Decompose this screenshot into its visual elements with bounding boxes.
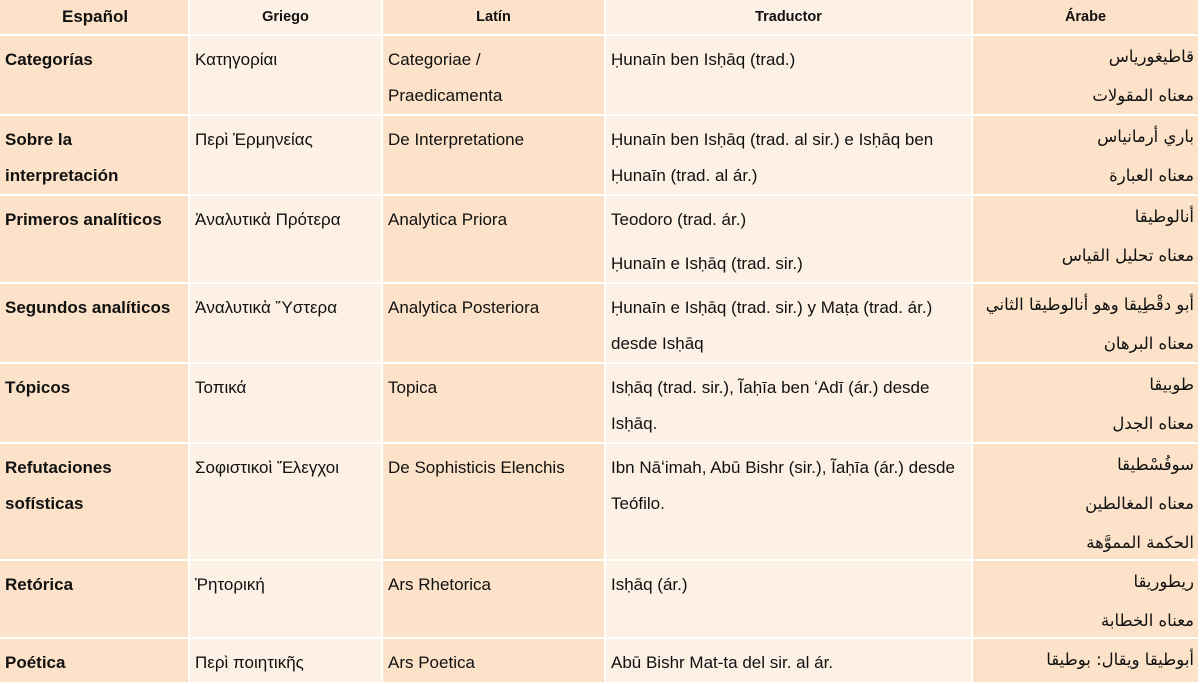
arabe-line: معناه المغالطين [1085, 494, 1194, 513]
cell-griego: Σοφιστικοὶ Ἔλεγχοι [190, 444, 383, 561]
cell-espanol: Poética [0, 639, 190, 684]
cell-arabe [973, 364, 1200, 444]
cell-latin: Topica [383, 364, 606, 444]
cell-traductor [606, 561, 973, 639]
arabe-line: أبو دقْطِيقا وهو أنالوطيقا الثاني [985, 295, 1194, 314]
cell-latin: Analytica Priora [383, 196, 606, 284]
cell-espanol: Categorías [0, 36, 190, 116]
cell-latin: Ars Poetica [383, 639, 606, 684]
table-row [0, 639, 1200, 684]
arabe-line: أنالوطيقا [1134, 207, 1194, 226]
header-arabe: Árabe [973, 0, 1200, 36]
arabe-line: معناه تحليل القياس [1061, 246, 1194, 265]
arabe-line: قاطيغورياس [1108, 47, 1194, 66]
cell-traductor [606, 284, 973, 364]
arabe-line: معناه المقولات [1092, 86, 1194, 105]
cell-arabe [973, 284, 1200, 364]
cell-griego: Τοπικά [190, 364, 383, 444]
table-row [0, 444, 1200, 561]
cell-latin: De Interpretatione [383, 116, 606, 196]
table-row [0, 364, 1200, 444]
arabe-line: ريطوريقا [1133, 572, 1194, 591]
arabe-line: معناه العبارة [1109, 166, 1194, 185]
traductor-line: Ḥunaīn ben Isḥāq (trad.) [611, 50, 796, 69]
cell-griego: Ῥητορική [190, 561, 383, 639]
cell-latin: Analytica Posteriora [383, 284, 606, 364]
cell-griego: Κατηγορίαι [190, 36, 383, 116]
cell-traductor [606, 196, 973, 284]
table-row [0, 36, 1200, 116]
cell-griego: Ἀναλυτικὰ Ὕστερα [190, 284, 383, 364]
cell-arabe [973, 116, 1200, 196]
cell-traductor [606, 444, 973, 561]
header-traductor: Traductor [606, 0, 973, 36]
header-row [0, 0, 1200, 36]
cell-traductor [606, 364, 973, 444]
table-row [0, 196, 1200, 284]
cell-espanol: Sobre la interpretación [0, 116, 190, 196]
cell-espanol: Tópicos [0, 364, 190, 444]
arabe-line: أبوطيقا ويقال: بوطيقا [1046, 650, 1194, 669]
traductor-line: Ḥunaīn ben Isḥāq (trad. al sir.) e Isḥāq ben Ḥunaīn (trad. al ár.) [611, 130, 934, 185]
cell-arabe [973, 196, 1200, 284]
arabe-line: طوبيقا [1149, 375, 1194, 394]
cell-traductor [606, 36, 973, 116]
cell-griego: Περὶ ποιητικῆς [190, 639, 383, 684]
traductor-line: Teodoro (trad. ár.) [611, 210, 747, 229]
cell-griego: Ἀναλυτικὰ Πρότερα [190, 196, 383, 284]
cell-arabe [973, 444, 1200, 561]
arabe-line: معناه البرهان [1103, 334, 1194, 353]
table-row [0, 284, 1200, 364]
cell-traductor [606, 116, 973, 196]
cell-arabe [973, 561, 1200, 639]
cell-espanol: Primeros analíticos [0, 196, 190, 284]
header-latin: Latín [383, 0, 606, 36]
table-row [0, 561, 1200, 639]
cell-latin: Ars Rhetorica [383, 561, 606, 639]
traductor-line: Ibn Nāʻimah, Abū Bishr (sir.), Ĩaḥīa (ár.) desde Teófilo. [611, 458, 955, 513]
cell-espanol: Retórica [0, 561, 190, 639]
traductor-line: Ḥunaīn e Isḥāq (trad. sir.) y Maṭa (trad. ár.) desde Isḥāq [611, 298, 933, 353]
cell-espanol: Refutaciones sofísticas [0, 444, 190, 561]
cell-arabe [973, 639, 1200, 684]
cell-espanol: Segundos analíticos [0, 284, 190, 364]
arabe-line: باري أرمانياس [1097, 127, 1194, 146]
arabe-line: سوفُسْطيقا [1117, 455, 1194, 474]
arabe-line: الحكمة المموَّهة [1086, 533, 1194, 552]
traductor-line: Isḥāq (ár.) [611, 575, 688, 594]
cell-griego: Περὶ Ἑρμηνείας [190, 116, 383, 196]
arabe-line: معناه الخطابة [1101, 611, 1194, 630]
cell-latin: De Sophisticis Elenchis [383, 444, 606, 561]
cell-traductor [606, 639, 973, 684]
traductor-line: Isḥāq (trad. sir.), Ĩaḥīa ben ʻAdī (ár.) desde Isḥāq. [611, 378, 930, 433]
arabe-line: معناه الجدل [1112, 414, 1194, 433]
table-row [0, 116, 1200, 196]
traductor-line: Ḥunaīn e Isḥāq (trad. sir.) [611, 254, 803, 273]
header-espanol: Español [0, 0, 190, 36]
header-griego: Griego [190, 0, 383, 36]
cell-latin: Categoriae / Praedicamenta [383, 36, 606, 116]
traductor-line: Abū Bishr Mat-ta del sir. al ár. [611, 653, 834, 672]
cell-arabe [973, 36, 1200, 116]
